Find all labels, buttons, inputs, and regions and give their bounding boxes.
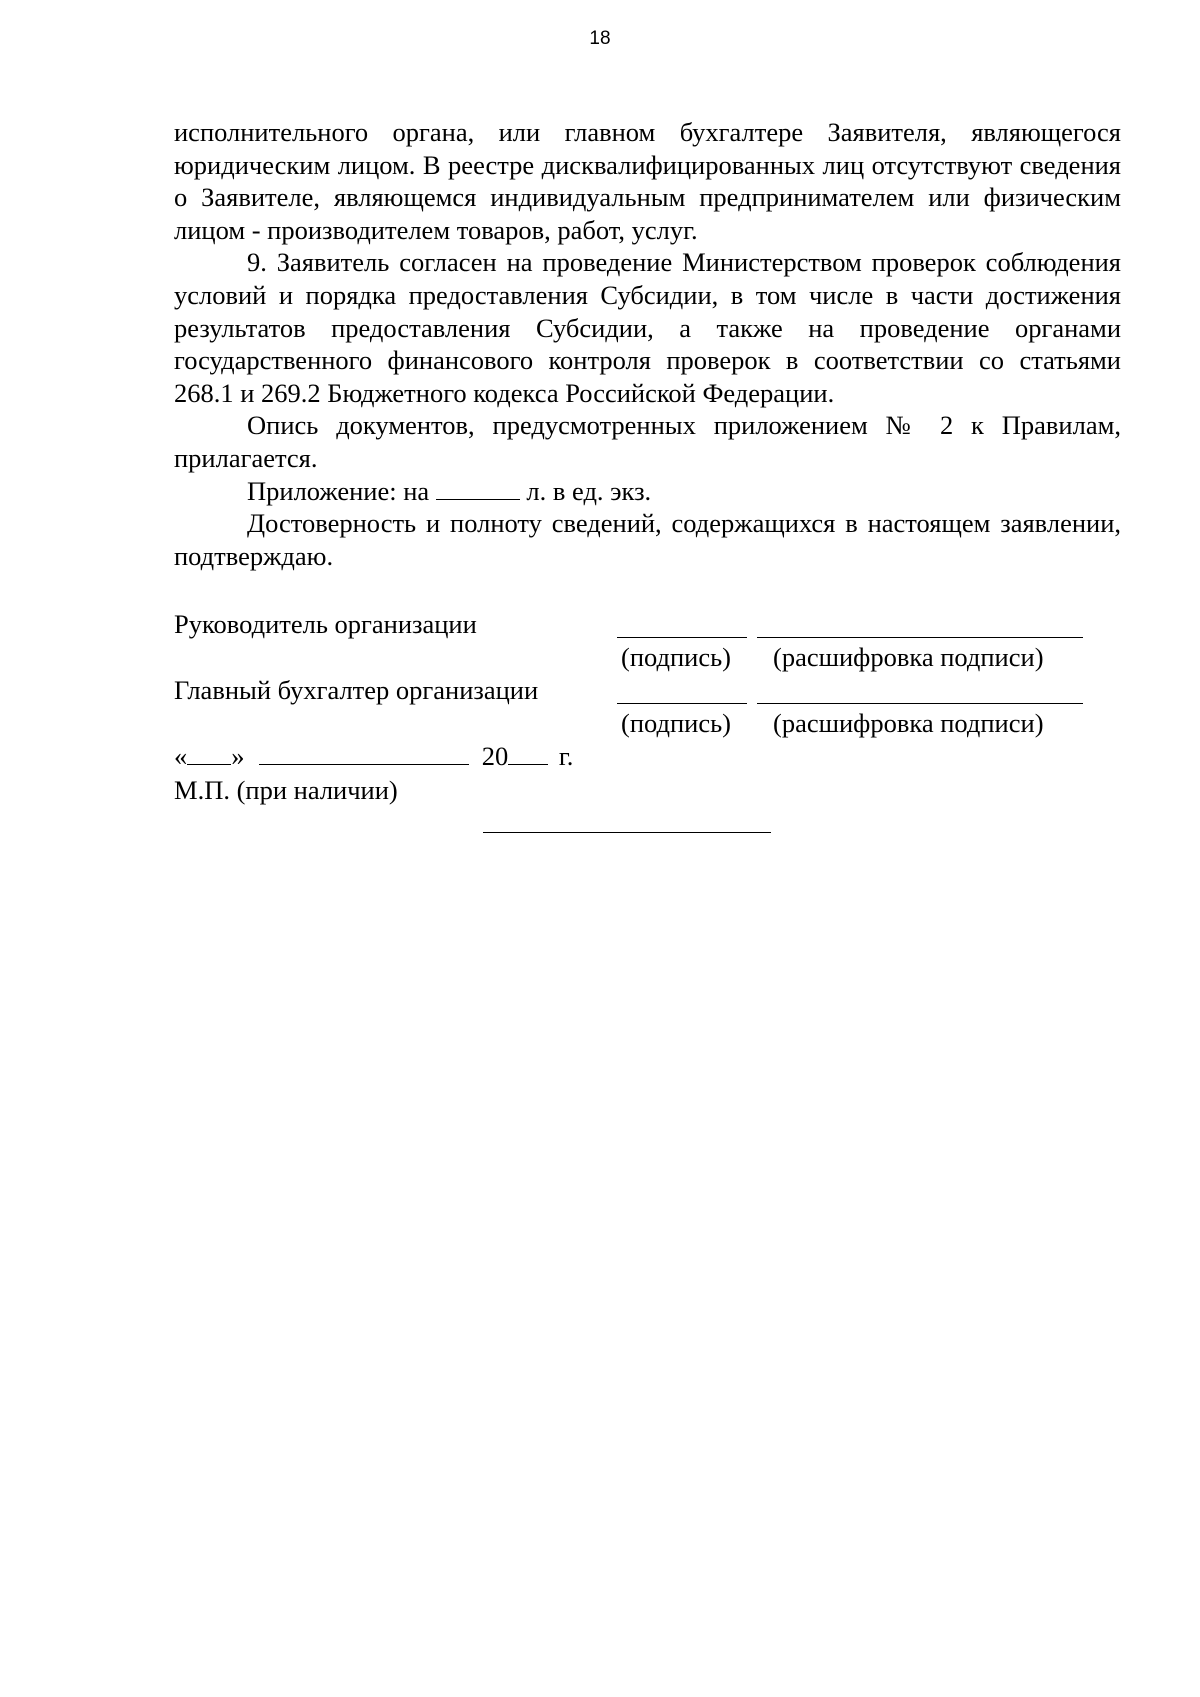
document-body [174, 116, 1121, 572]
attachment-prefix: Приложение: на [247, 475, 430, 506]
head-signature-caption: (подпись) [621, 642, 732, 672]
page-number: 18 [589, 28, 611, 49]
accountant-signature-label: Главный бухгалтер организации [174, 675, 539, 705]
paragraph-inventory: Опись документов, предусмотренных приложением № 2 к Правилам, прилагается. [174, 410, 1121, 473]
date-close-quote: » [231, 741, 245, 771]
accountant-signature-caption: (подпись) [621, 708, 732, 738]
date-year-blank[interactable] [508, 742, 548, 765]
closing-rule [483, 832, 771, 833]
head-decode-caption: (расшифровка подписи) [773, 642, 1044, 672]
paragraph-continuation: исполнительного органа, или главном бухгалтере Заявителя, являющегося юридическим лицом. В реестре дисквалифицированных лиц отсутствуют сведения о Заявителе, являющемся индивидуальным предпринимателем или физическим лицом - производителем товаров, работ, услуг. [174, 117, 1121, 245]
date-year-prefix: 20 [481, 741, 509, 771]
attachment-line [174, 475, 1121, 508]
accountant-decode-caption: (расшифровка подписи) [773, 708, 1044, 738]
head-signature-line[interactable] [617, 637, 747, 638]
accountant-signature-line[interactable] [617, 703, 747, 704]
stamp-label: М.П. (при наличии) [174, 775, 398, 805]
date-month-blank[interactable] [259, 742, 469, 765]
attachment-pages-blank[interactable] [436, 477, 520, 500]
accountant-decode-line[interactable] [757, 703, 1083, 704]
date-open-quote: « [174, 741, 188, 771]
head-decode-line[interactable] [757, 637, 1083, 638]
date-day-blank[interactable] [187, 742, 231, 765]
confirmation-paragraph: Достоверность и полноту сведений, содержащихся в настоящем заявлении, подтверждаю. [174, 508, 1121, 571]
date-line [174, 740, 573, 772]
date-year-suffix: г. [558, 741, 574, 771]
paragraph-item-9: 9. Заявитель согласен на проведение Министерством проверок соблюдения условий и порядка предоставления Субсидии, в том числе в части достижения результатов предоставления Субсидии, а также на проведение органами государственного финансового контроля проверок в соответствии со статьями 268.1 и 269.2 Бюджетного кодекса Российской Федерации. [174, 247, 1121, 408]
attachment-suffix: л. в ед. экз. [526, 475, 652, 506]
head-signature-label: Руководитель организации [174, 609, 477, 639]
